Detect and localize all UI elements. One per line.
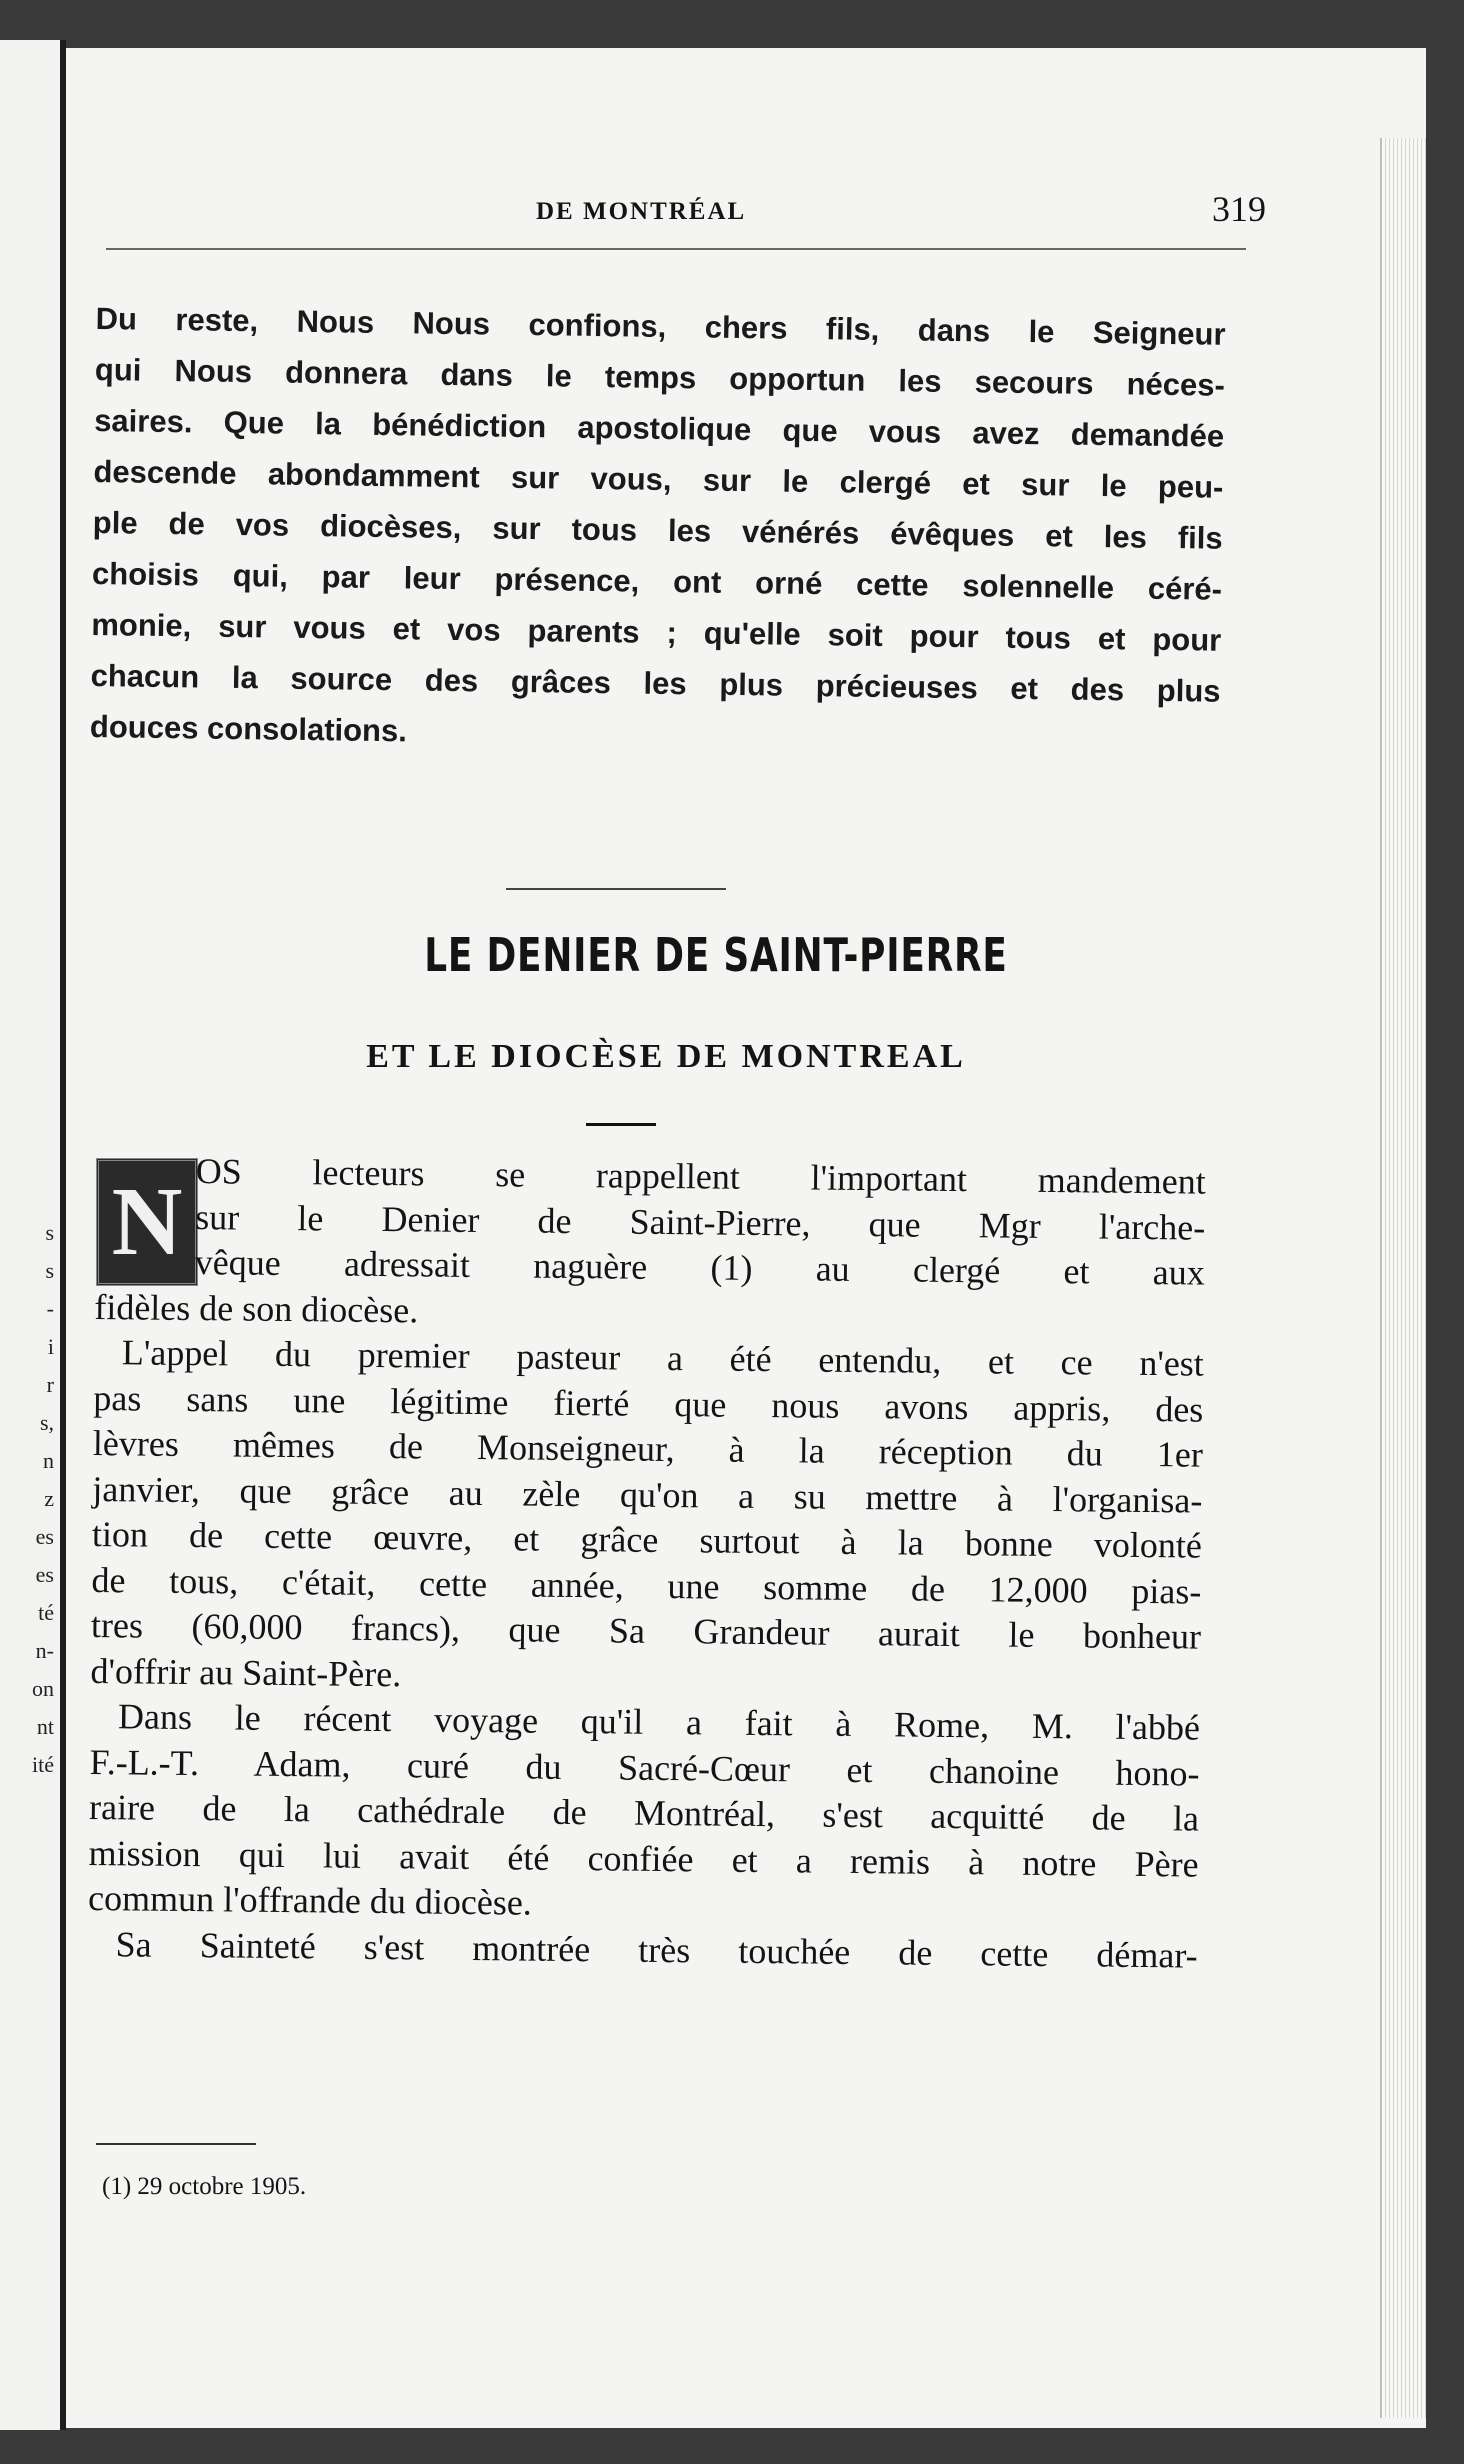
text-line: qui Nous donnera dans le temps opportun les secours néces- — [94, 351, 1226, 403]
page-stack-edge — [1380, 138, 1426, 2418]
text-line: L'appel du premier pasteur a été entendu, et ce n'est — [121, 1332, 1205, 1384]
text-line: monie, sur vous et vos parents ; qu'elle soit pour tous et pour — [91, 606, 1222, 658]
text-line: Dans le récent voyage qu'il a fait à Rome, M. l'abbé — [117, 1696, 1201, 1748]
fragment: nt — [36, 1714, 54, 1739]
drop-cap-initial: N — [96, 1158, 198, 1286]
text-line: douces consolations. — [89, 708, 408, 749]
fragment: s — [45, 1220, 54, 1245]
text-line: d'offrir au Saint-Père. — [90, 1650, 402, 1694]
text-line: Du reste, Nous Nous confions, chers fils, dans le Seigneur — [95, 300, 1226, 352]
text-line: janvier, que grâce au zèle qu'on a su mettre à l'organisa- — [92, 1468, 1203, 1521]
fragment: on — [32, 1676, 54, 1701]
fragment: n — [43, 1448, 54, 1473]
fragment: es — [35, 1562, 54, 1587]
text-line: pas sans une légitime fierté que nous avons appris, des — [93, 1377, 1204, 1430]
header-rule — [106, 248, 1246, 250]
fragment: s, — [39, 1410, 54, 1435]
text-line: descende abondamment sur vous, sur le clergé et sur le peu- — [93, 453, 1224, 505]
fragment: z — [44, 1486, 54, 1511]
text-line: saires. Que la bénédiction apostolique que vous avez demandée — [93, 402, 1225, 454]
fragment: es — [35, 1524, 54, 1549]
text-line: vêque adressait naguère (1) au clergé et aux — [194, 1242, 1205, 1293]
fragment: s — [45, 1258, 54, 1283]
fragment: ité — [32, 1752, 54, 1777]
article-heading: LE DENIER DE SAINT-PIERRE — [424, 928, 1008, 982]
text-line: Sa Sainteté s'est montrée très touchée de cette démar- — [115, 1923, 1198, 1976]
text-line: raire de la cathédrale de Montréal, s'est acquitté de la — [88, 1786, 1200, 1839]
text-line: de tous, c'était, cette année, une somme de 12,000 pias- — [91, 1559, 1202, 1612]
text-line: choisis qui, par leur présence, ont orné cette solennelle céré- — [91, 555, 1223, 607]
top-paragraph — [90, 293, 1226, 768]
article-subheading: ET LE DIOCÈSE DE MONTREAL — [366, 1038, 966, 1075]
footnote: (1) 29 octobre 1905. — [102, 2173, 307, 2200]
fragment: té — [38, 1600, 54, 1625]
section-separator — [506, 888, 726, 890]
article-body — [87, 1148, 1206, 1979]
text-line: tres (60,000 francs), que Sa Grandeur aurait le bonheur — [90, 1604, 1202, 1657]
fragment: - — [46, 1296, 54, 1321]
left-page-fragments — [0, 1220, 54, 1790]
text-line: fidèles de son diocèse. — [94, 1286, 419, 1330]
text-line: mission qui lui avait été confiée et a remis à notre Père — [88, 1832, 1199, 1885]
text-line: tion de cette œuvre, et grâce surtout à la bonne volonté — [91, 1513, 1203, 1566]
book-page — [66, 48, 1426, 2428]
text-line: F.-L.-T. Adam, curé du Sacré-Cœur et chanoine hono- — [89, 1741, 1200, 1794]
left-page-edge — [0, 40, 66, 2430]
heading-rule — [586, 1123, 656, 1126]
text-line: OS lecteurs se rappellent l'important mandement — [195, 1151, 1206, 1202]
fragment: i — [47, 1334, 54, 1359]
text-line: commun l'offrande du diocèse. — [87, 1877, 533, 1923]
running-head — [96, 189, 1266, 268]
text-line: sur le Denier de Saint-Pierre, que Mgr l'arche- — [195, 1196, 1206, 1248]
text-line: ple de vos diocèses, sur tous les vénérés évêques et les fils — [92, 504, 1223, 556]
text-line: lèvres mêmes de Monseigneur, à la réception du 1er — [92, 1422, 1204, 1475]
footnote-rule — [96, 2143, 256, 2145]
fragment: r — [46, 1372, 54, 1397]
running-title: DE MONTRÉAL — [536, 198, 747, 225]
text-line: chacun la source des grâces les plus précieuses et des plus — [90, 657, 1221, 709]
fragment: n- — [35, 1638, 54, 1663]
page-number: 319 — [1212, 189, 1266, 229]
